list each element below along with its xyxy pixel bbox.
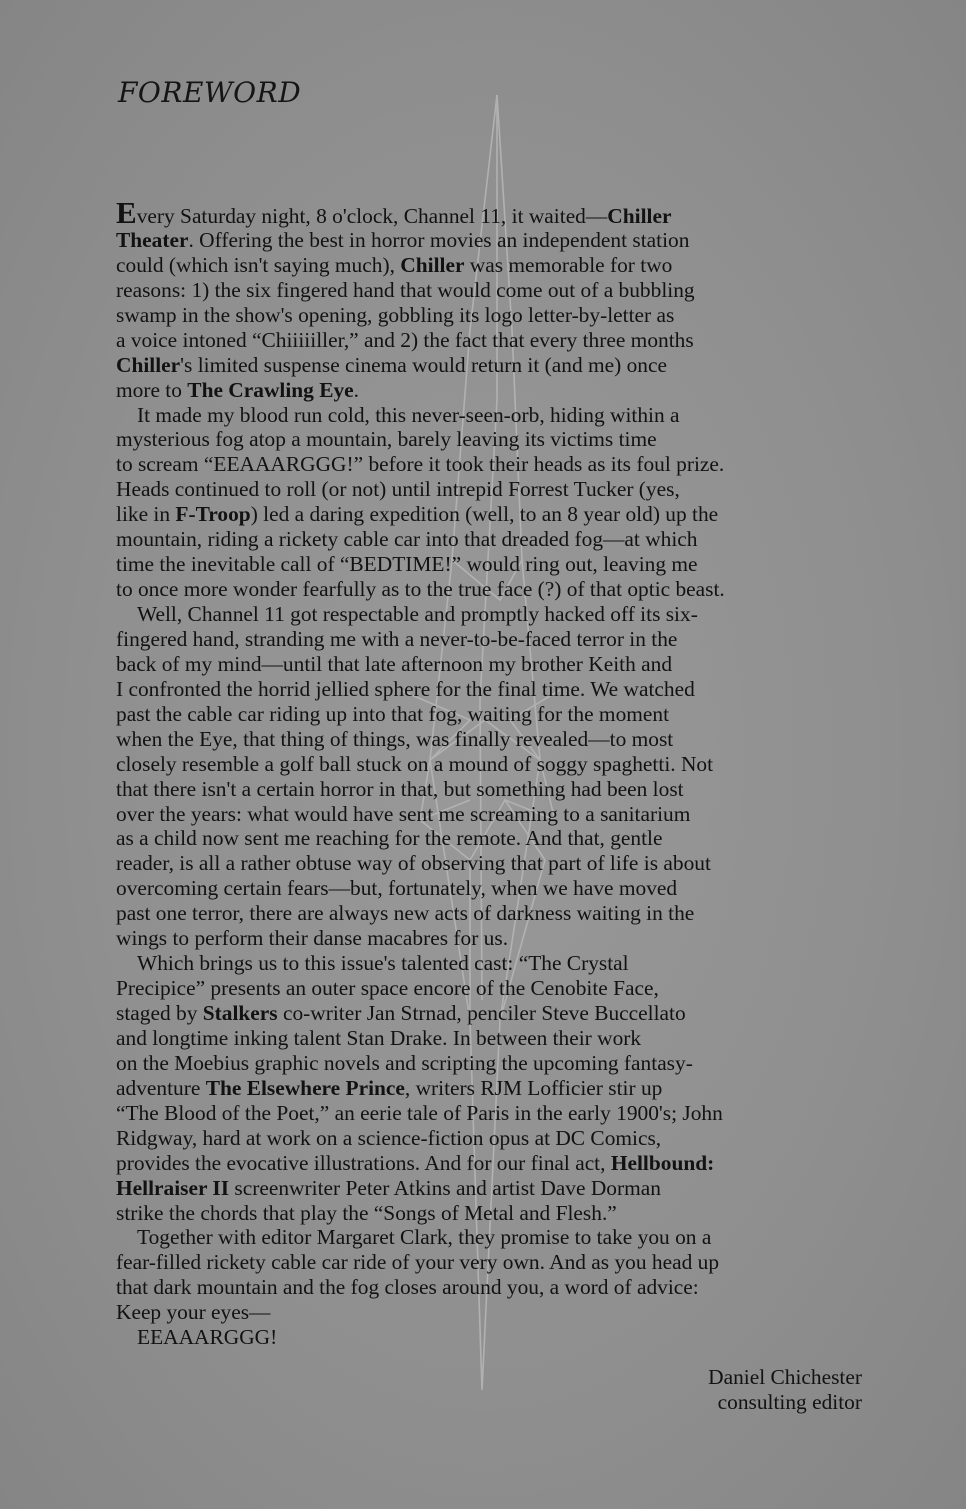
text-line: a voice intoned “Chiiiiiller,” and 2) the fact that every three months bbox=[116, 327, 694, 352]
text-line: Which brings us to this issue's talented cast: “The Crystal bbox=[137, 951, 629, 976]
text-line: Keep your eyes— bbox=[116, 1300, 271, 1325]
text-span: more to bbox=[116, 377, 188, 402]
text-span: was memorable for two bbox=[464, 252, 673, 277]
text-span: . bbox=[353, 377, 360, 402]
bold-title: Chiller bbox=[607, 204, 672, 228]
text-line: on the Moebius graphic novels and scripting the upcoming fantasy- bbox=[116, 1050, 693, 1075]
text-span: 's limited suspense cinema would return it (and me) once bbox=[180, 352, 667, 377]
text-line: mysterious fog atop a mountain, barely leaving its victims time bbox=[116, 427, 657, 452]
text-span: adventure bbox=[116, 1075, 206, 1100]
bold-title: Theater bbox=[116, 227, 189, 252]
text-line bbox=[116, 253, 866, 278]
text-span: ) led a daring expedition (well, to an 8 year old) up the bbox=[250, 502, 719, 527]
text-line: EEAAARGGG! bbox=[137, 1325, 278, 1350]
bold-title: Chiller bbox=[400, 252, 465, 277]
drop-cap: E bbox=[116, 195, 137, 230]
text-line: to scream “EEAAARGGG!” before it took their heads as its foul prize. bbox=[116, 452, 725, 477]
text-span: could (which isn't saying much), bbox=[116, 252, 395, 277]
text-line: that there isn't a certain horror in that, but something had been lost bbox=[116, 776, 684, 801]
text-span: staged by bbox=[116, 1001, 203, 1025]
text-line: time the inevitable call of “BEDTIME!” would ring out, leaving me bbox=[116, 552, 698, 577]
text-line: when the Eye, that thing of things, was finally revealed—to most bbox=[116, 726, 674, 751]
text-line bbox=[116, 1151, 866, 1176]
bold-title: Chiller bbox=[116, 352, 181, 377]
signature-block bbox=[708, 1365, 862, 1415]
text-line: mountain, riding a rickety cable car into that dreaded fog—at which bbox=[116, 527, 698, 552]
text-line: Ridgway, hard at work on a science-fiction opus at DC Comics, bbox=[116, 1125, 662, 1150]
text-line bbox=[116, 353, 866, 378]
bold-title: The Crawling Eye bbox=[187, 377, 354, 402]
text-line bbox=[116, 1076, 866, 1101]
text-line: past the cable car riding up into that fog, waiting for the moment bbox=[116, 701, 670, 726]
text-line bbox=[116, 502, 866, 527]
foreword-body bbox=[116, 195, 866, 1350]
text-line bbox=[116, 378, 866, 403]
text-line: to once more wonder fearfully as to the true face (?) of that optic beast. bbox=[116, 577, 725, 602]
text-line: back of my mind—until that late afternoon my brother Keith and bbox=[116, 651, 673, 676]
signature-name: Daniel Chichester bbox=[708, 1365, 862, 1389]
text-line: closely resemble a golf ball stuck on a mound of soggy spaghetti. Not bbox=[116, 751, 714, 776]
text-span: like in bbox=[116, 502, 176, 527]
text-span: very Saturday night, 8 o'clock, Channel 11, it waited— bbox=[136, 204, 608, 228]
bold-title: F-Troop bbox=[175, 502, 251, 527]
text-line: past one terror, there are always new acts of darkness waiting in the bbox=[116, 901, 695, 926]
text-line: overcoming certain fears—but, fortunately, when we have moved bbox=[116, 876, 678, 901]
text-line: swamp in the show's opening, gobbling its logo letter-by-letter as bbox=[116, 302, 675, 327]
text-line bbox=[116, 1176, 866, 1201]
text-line: I confronted the horrid jellied sphere for the final time. We watched bbox=[116, 676, 695, 701]
page-title: FOREWORD bbox=[118, 76, 302, 109]
text-line: wings to perform their danse macabres for us. bbox=[116, 926, 509, 951]
text-line: and longtime inking talent Stan Drake. In between their work bbox=[116, 1025, 642, 1050]
text-line bbox=[116, 228, 866, 253]
text-span: provides the evocative illustrations. And for our final act, bbox=[116, 1150, 611, 1175]
text-line: that dark mountain and the fog closes around you, a word of advice: bbox=[116, 1275, 699, 1300]
text-line: Heads continued to roll (or not) until intrepid Forrest Tucker (yes, bbox=[116, 477, 680, 502]
text-line: reader, is all a rather obtuse way of observing that part of life is about bbox=[116, 851, 711, 876]
bold-title: The Elsewhere Prince bbox=[205, 1075, 405, 1100]
text-span: co-writer Jan Strnad, penciler Steve Buccellato bbox=[277, 1001, 686, 1025]
text-line: fingered hand, stranding me with a never-to-be-faced terror in the bbox=[116, 626, 678, 651]
text-span: . Offering the best in horror movies an independent station bbox=[188, 227, 690, 252]
bold-title: Hellbound: bbox=[610, 1150, 715, 1175]
text-line: Precipice” presents an outer space encore of the Cenobite Face, bbox=[116, 976, 659, 1001]
signature-role: consulting editor bbox=[717, 1390, 862, 1414]
text-line: Together with editor Margaret Clark, they promise to take you on a bbox=[137, 1225, 712, 1250]
bold-title: Hellraiser II bbox=[116, 1175, 230, 1200]
text-span: , writers RJM Lofficier stir up bbox=[404, 1075, 663, 1100]
text-line: fear-filled rickety cable car ride of your very own. And as you head up bbox=[116, 1250, 720, 1275]
text-line bbox=[116, 195, 866, 230]
text-line: as a child now sent me reaching for the remote. And that, gentle bbox=[116, 826, 663, 851]
bold-title: Stalkers bbox=[202, 1001, 278, 1025]
text-line: Well, Channel 11 got respectable and promptly hacked off its six- bbox=[137, 602, 698, 626]
text-line: “The Blood of the Poet,” an eerie tale of Paris in the early 1900's; John bbox=[116, 1100, 723, 1125]
text-line: It made my blood run cold, this never-seen-orb, hiding within a bbox=[137, 402, 680, 427]
text-line bbox=[116, 1001, 866, 1026]
text-span: screenwriter Peter Atkins and artist Dave Dorman bbox=[229, 1175, 661, 1200]
text-line: strike the chords that play the “Songs of Metal and Flesh.” bbox=[116, 1200, 617, 1225]
text-line: reasons: 1) the six fingered hand that would come out of a bubbling bbox=[116, 277, 695, 302]
text-line: over the years: what would have sent me screaming to a sanitarium bbox=[116, 801, 691, 826]
